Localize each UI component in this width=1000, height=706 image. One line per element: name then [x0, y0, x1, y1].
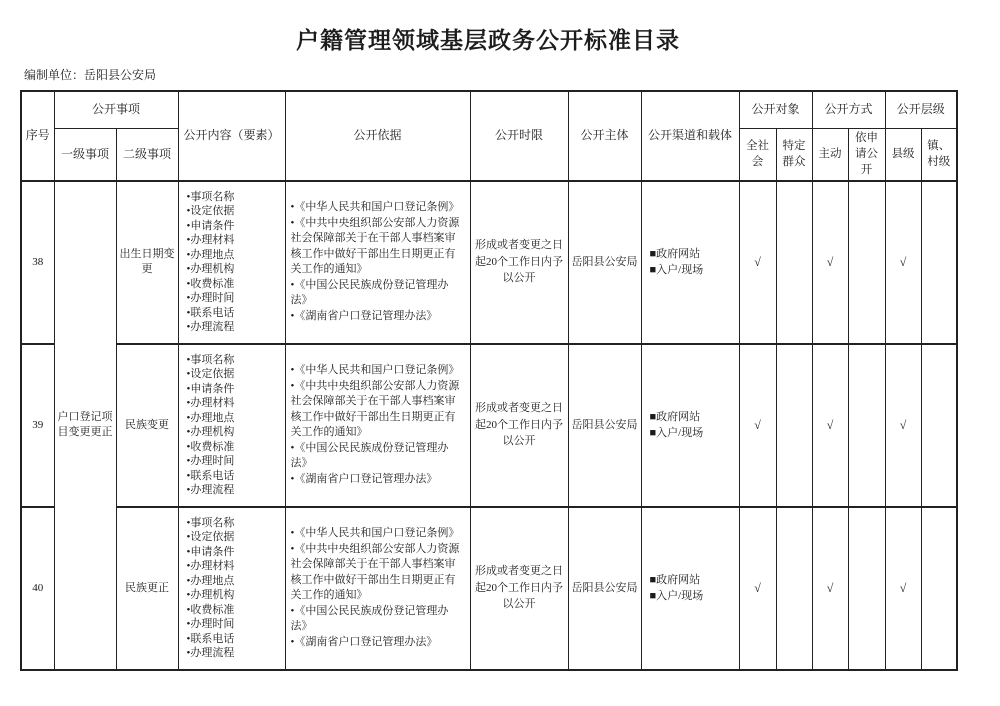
check-target-all-40: √ [739, 507, 776, 670]
cell-channels-38: ■政府网站 ■入户/现场 [641, 181, 739, 344]
header-target-specific: 特定群众 [776, 129, 812, 181]
disclosure-standards-table [20, 90, 958, 671]
check-level-county-40: √ [885, 507, 921, 670]
check-mode-request-38 [848, 181, 885, 344]
cell-subject-40: 岳阳县公安局 [568, 507, 641, 670]
cell-channels-39: ■政府网站 ■入户/现场 [641, 344, 739, 507]
cell-content-elements-39: •事项名称 •设定依据 •申请条件 •办理材料 •办理地点 •办理机构 •收费标准 •办理时间 •联系电话 •办理流程 [178, 344, 285, 507]
cell-level2-39: 民族变更 [116, 344, 178, 507]
cell-seq-38: 38 [21, 181, 54, 344]
cell-time-limit-38: 形成或者变更之日起20个工作日内予以公开 [470, 181, 568, 344]
prepared-by-label: 编制单位：岳阳县公安局 [24, 67, 157, 82]
check-target-all-39: √ [739, 344, 776, 507]
header-mode-active: 主动 [812, 129, 848, 181]
table-row-39 [21, 344, 957, 507]
header-channels: 公开渠道和载体 [641, 91, 739, 181]
check-mode-active-38: √ [812, 181, 848, 344]
cell-seq-40: 40 [21, 507, 54, 670]
check-target-specific-38 [776, 181, 812, 344]
header-level1-matter: 一级事项 [54, 129, 116, 181]
cell-subject-39: 岳阳县公安局 [568, 344, 641, 507]
cell-basis-39: •《中华人民共和国户口登记条例》 •《中共中央组织部公安部人力资源社会保障部关于在干部人事档案审核工作中做好干部出生日期更正有关工作的通知》 •《中国公民民族成份登记管理办法》 •《湖南省户口登记管理办法》 [285, 344, 470, 507]
check-target-specific-39 [776, 344, 812, 507]
check-target-specific-40 [776, 507, 812, 670]
header-subject: 公开主体 [568, 91, 641, 181]
header-content-elements: 公开内容（要素） [178, 91, 285, 181]
cell-basis-40: •《中华人民共和国户口登记条例》 •《中共中央组织部公安部人力资源社会保障部关于在干部人事档案审核工作中做好干部出生日期更正有关工作的通知》 •《中国公民民族成份登记管理办法》 •《湖南省户口登记管理办法》 [285, 507, 470, 670]
check-level-county-39: √ [885, 344, 921, 507]
header-disclosure-matter: 公开事项 [54, 91, 178, 129]
check-level-county-38: √ [885, 181, 921, 344]
header-level-county: 县级 [885, 129, 921, 181]
table-row-38 [21, 181, 957, 344]
header-level2-matter: 二级事项 [116, 129, 178, 181]
header-time-limit: 公开时限 [470, 91, 568, 181]
cell-subject-38: 岳阳县公安局 [568, 181, 641, 344]
cell-content-elements-40: •事项名称 •设定依据 •申请条件 •办理材料 •办理地点 •办理机构 •收费标准 •办理时间 •联系电话 •办理流程 [178, 507, 285, 670]
check-mode-active-40: √ [812, 507, 848, 670]
header-level-group: 公开层级 [885, 91, 957, 129]
cell-channels-40: ■政府网站 ■入户/现场 [641, 507, 739, 670]
check-mode-request-39 [848, 344, 885, 507]
check-mode-active-39: √ [812, 344, 848, 507]
header-basis: 公开依据 [285, 91, 470, 181]
header-seq: 序号 [21, 91, 54, 181]
cell-time-limit-40: 形成或者变更之日起20个工作日内予以公开 [470, 507, 568, 670]
page-title: 户籍管理领域基层政务公开标准目录 [296, 28, 680, 53]
check-level-town-38 [921, 181, 957, 344]
check-level-town-40 [921, 507, 957, 670]
header-target-group: 公开对象 [739, 91, 812, 129]
check-target-all-38: √ [739, 181, 776, 344]
header-mode-group: 公开方式 [812, 91, 885, 129]
cell-level2-38: 出生日期变更 [116, 181, 178, 344]
table-row-40 [21, 507, 957, 670]
header-level-town: 镇、村级 [921, 129, 957, 181]
cell-seq-39: 39 [21, 344, 54, 507]
cell-level1-item: 户口登记项目变更更正 [54, 181, 116, 670]
check-mode-request-40 [848, 507, 885, 670]
cell-basis-38: •《中华人民共和国户口登记条例》 •《中共中央组织部公安部人力资源社会保障部关于在干部人事档案审核工作中做好干部出生日期更正有关工作的通知》 •《中国公民民族成份登记管理办法》 •《湖南省户口登记管理办法》 [285, 181, 470, 344]
cell-content-elements-38: •事项名称 •设定依据 •申请条件 •办理材料 •办理地点 •办理机构 •收费标准 •办理时间 •联系电话 •办理流程 [178, 181, 285, 344]
header-target-all: 全社会 [739, 129, 776, 181]
cell-level2-40: 民族更正 [116, 507, 178, 670]
check-level-town-39 [921, 344, 957, 507]
cell-time-limit-39: 形成或者变更之日起20个工作日内予以公开 [470, 344, 568, 507]
header-mode-request: 依申请公开 [848, 129, 885, 181]
